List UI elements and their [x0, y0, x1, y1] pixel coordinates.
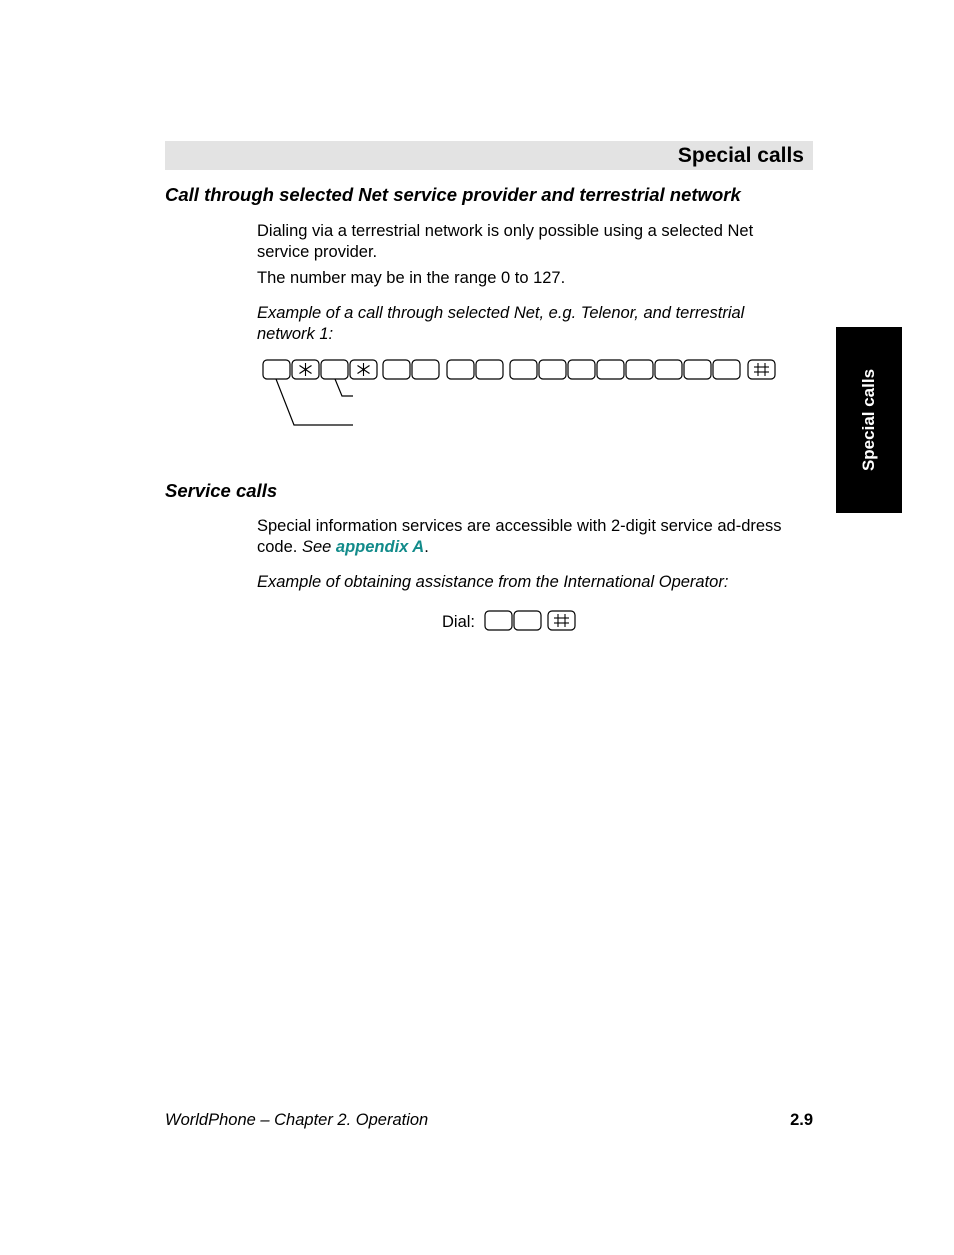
dial-label: Dial:	[442, 613, 476, 631]
hash-key-icon	[748, 360, 775, 379]
keypad-sequence-net-call	[262, 359, 782, 436]
appendix-a-link[interactable]: appendix A	[335, 538, 425, 556]
net-call-paragraph-1: Dialing via a terrestrial network is only possible using a selected Net service provider.	[257, 222, 754, 261]
key-blank	[485, 611, 512, 630]
key-blank	[321, 360, 348, 379]
key-blank	[514, 611, 541, 630]
dial-line	[442, 610, 578, 633]
footer-chapter: WorldPhone – Chapter 2. Operation	[165, 1111, 429, 1129]
key-blank	[412, 360, 439, 379]
key-blank	[684, 360, 711, 379]
key-blank	[510, 360, 537, 379]
service-calls-paragraph: Special information services are accessible with 2-digit service ad-dress code. See appendix A.	[257, 517, 782, 556]
key-blank	[447, 360, 474, 379]
header-bar	[165, 141, 813, 170]
key-blank	[626, 360, 653, 379]
keypad-diagram	[262, 359, 782, 431]
side-tab-label: Special calls	[859, 368, 878, 472]
key-blank	[476, 360, 503, 379]
key-blank	[568, 360, 595, 379]
callout-line	[276, 379, 353, 425]
callout-line	[335, 379, 353, 396]
service-calls-example: Example of obtaining assistance from the International Operator:	[257, 573, 729, 591]
net-call-example: Example of a call through selected Net, e.g. Telenor, and terrestrial network 1:	[257, 304, 745, 343]
footer-page-number: 2.9	[790, 1111, 813, 1129]
key-blank	[383, 360, 410, 379]
key-blank	[539, 360, 566, 379]
keypad-sequence-service	[484, 610, 578, 632]
hash-key-icon	[548, 611, 575, 630]
key-blank	[597, 360, 624, 379]
page-title: Special calls	[677, 144, 804, 167]
net-call-paragraph-2: The number may be in the range 0 to 127.	[257, 269, 566, 287]
key-blank	[263, 360, 290, 379]
side-tab	[836, 327, 902, 513]
key-blank	[655, 360, 682, 379]
key-blank	[713, 360, 740, 379]
section-heading-net-call: Call through selected Net service provider and terrestrial network	[165, 184, 741, 205]
section-heading-service-calls: Service calls	[165, 480, 278, 501]
